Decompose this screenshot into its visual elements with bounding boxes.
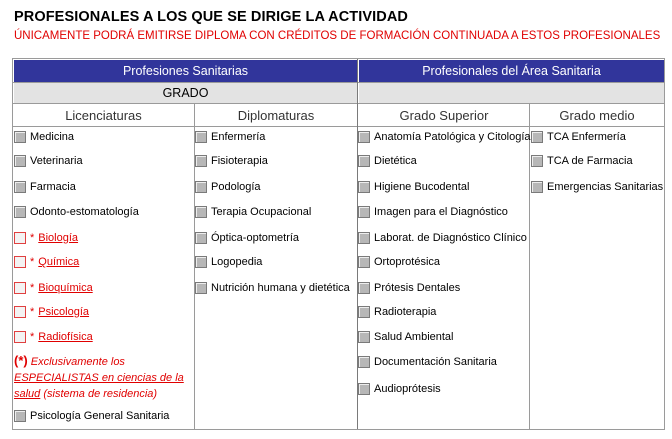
checkbox-veterinaria[interactable]: [14, 155, 83, 167]
checkbox-label[interactable]: Química: [38, 256, 80, 268]
checkbox-label: Psicología General Sanitaria: [30, 410, 170, 422]
checkbox-box[interactable]: [14, 181, 26, 193]
checkbox-box[interactable]: [14, 410, 26, 422]
col-licenciaturas: Licenciaturas: [65, 107, 142, 123]
col-grado-medio: Grado medio: [559, 107, 635, 123]
header-profesionales-area: Profesionales del Área Sanitaria: [359, 60, 664, 82]
checkbox-quimica[interactable]: [14, 256, 79, 268]
checkbox-box[interactable]: [14, 331, 26, 343]
checkbox-box[interactable]: [14, 131, 26, 143]
checkbox-protesis-dentales[interactable]: [358, 282, 460, 294]
checkbox-box[interactable]: [358, 155, 370, 167]
checkbox-tca-enfermeria[interactable]: [531, 131, 626, 143]
checkbox-odonto-estomatologia[interactable]: [14, 206, 139, 218]
checkbox-box[interactable]: [195, 256, 207, 268]
col-diplomaturas: Diplomaturas: [237, 107, 315, 123]
checkbox-label: Odonto-estomatología: [30, 206, 139, 218]
checkbox-logopedia[interactable]: [195, 256, 262, 268]
divider: [357, 59, 358, 429]
checkbox-box[interactable]: [358, 256, 370, 268]
checkbox-label: Óptica-optometría: [211, 232, 300, 244]
note-asterisk: (*): [14, 353, 28, 368]
note-text: Exclusivamente los: [30, 356, 125, 368]
checkbox-box[interactable]: [358, 331, 370, 343]
checkbox-enfermeria[interactable]: [195, 131, 265, 143]
checkbox-label: Veterinaria: [30, 155, 83, 167]
page-title: PROFESIONALES A LOS QUE SE DIRIGE LA ACTIVIDAD: [14, 9, 408, 25]
checkbox-label: TCA Enfermería: [547, 131, 626, 143]
checkbox-radioterapia[interactable]: [358, 306, 436, 318]
page-subtitle: ÚNICAMENTE PODRÁ EMITIRSE DIPLOMA CON CRÉDITOS DE FORMACIÓN CONTINUADA A ESTOS PROFESIONALES: [14, 30, 661, 42]
checkbox-psicologia[interactable]: [14, 306, 89, 318]
checkbox-box[interactable]: [14, 206, 26, 218]
specialists-note: [14, 353, 196, 402]
checkbox-biologia[interactable]: [14, 232, 78, 244]
checkbox-nutricion-humana[interactable]: [195, 282, 350, 294]
checkbox-label: Documentación Sanitaria: [374, 356, 497, 368]
checkbox-podologia[interactable]: [195, 181, 261, 193]
checkbox-terapia-ocupacional[interactable]: [195, 206, 311, 218]
checkbox-documentacion-sanitaria[interactable]: [358, 356, 497, 368]
divider: [529, 103, 530, 429]
grado-blank: [359, 83, 664, 103]
divider: [13, 82, 664, 83]
header-profesiones-sanitarias: Profesiones Sanitarias: [14, 60, 357, 82]
checkbox-box[interactable]: [531, 155, 543, 167]
checkbox-imagen-diagnostico[interactable]: [358, 206, 508, 218]
checkbox-label: Higiene Bucodental: [374, 181, 470, 193]
checkbox-label: Farmacia: [30, 181, 76, 193]
checkbox-box[interactable]: [358, 383, 370, 395]
checkbox-psicologia-general-sanitaria[interactable]: [14, 410, 169, 422]
checkbox-box[interactable]: [358, 232, 370, 244]
checkbox-label: TCA de Farmacia: [547, 155, 633, 167]
checkbox-higiene-bucodental[interactable]: [358, 181, 469, 193]
note-specialists: ESPECIALISTAS en ciencias de la salud: [14, 372, 184, 400]
checkbox-box[interactable]: [14, 155, 26, 167]
checkbox-label: Logopedia: [211, 256, 263, 268]
checkbox-label: Laborat. de Diagnóstico Clínico: [374, 232, 527, 244]
checkbox-label: Audioprótesis: [374, 383, 441, 395]
asterisk-mark: *: [30, 232, 35, 244]
checkbox-label: Fisioterapia: [211, 155, 268, 167]
checkbox-label[interactable]: Radiofísica: [38, 331, 93, 343]
checkbox-box[interactable]: [195, 232, 207, 244]
checkbox-box[interactable]: [358, 356, 370, 368]
checkbox-anatomia-patologica[interactable]: [358, 131, 531, 143]
divider: [13, 103, 664, 104]
checkbox-label: Salud Ambiental: [374, 331, 454, 343]
checkbox-box[interactable]: [14, 282, 26, 294]
checkbox-box[interactable]: [358, 306, 370, 318]
checkbox-dietetica[interactable]: [358, 155, 417, 167]
checkbox-box[interactable]: [195, 206, 207, 218]
checkbox-salud-ambiental[interactable]: [358, 331, 454, 343]
checkbox-label: Imagen para el Diagnóstico: [374, 206, 508, 218]
checkbox-label[interactable]: Biología: [38, 232, 79, 244]
checkbox-box[interactable]: [358, 181, 370, 193]
checkbox-label: Emergencias Sanitarias: [547, 181, 664, 193]
checkbox-label: Nutrición humana y dietética: [211, 282, 350, 294]
checkbox-box[interactable]: [531, 131, 543, 143]
checkbox-emergencias-sanitarias[interactable]: [531, 181, 663, 193]
checkbox-medicina[interactable]: [14, 131, 74, 143]
checkbox-box[interactable]: [358, 282, 370, 294]
col-grado-superior: Grado Superior: [399, 107, 489, 123]
checkbox-box[interactable]: [358, 131, 370, 143]
checkbox-label: Radioterapia: [374, 306, 437, 318]
checkbox-ortoprotesica[interactable]: [358, 256, 440, 268]
checkbox-box[interactable]: [195, 282, 207, 294]
checkbox-box[interactable]: [195, 131, 207, 143]
checkbox-box[interactable]: [195, 181, 207, 193]
checkbox-label: Enfermería: [211, 131, 266, 143]
asterisk-mark: *: [30, 256, 35, 268]
asterisk-mark: *: [30, 306, 35, 318]
divider: [13, 126, 664, 127]
checkbox-box[interactable]: [195, 155, 207, 167]
checkbox-fisioterapia[interactable]: [195, 155, 268, 167]
asterisk-mark: *: [30, 282, 35, 294]
checkbox-label: Terapia Ocupacional: [211, 206, 312, 218]
checkbox-box[interactable]: [531, 181, 543, 193]
checkbox-laboratorio-diagnostico[interactable]: [358, 232, 527, 244]
checkbox-tca-farmacia[interactable]: [531, 155, 633, 167]
checkbox-box[interactable]: [14, 232, 26, 244]
checkbox-box[interactable]: [14, 306, 26, 318]
checkbox-audioprotesis[interactable]: [358, 383, 441, 395]
checkbox-label: Dietética: [374, 155, 417, 167]
checkbox-radiofisica[interactable]: [14, 331, 93, 343]
checkbox-label: Medicina: [30, 131, 75, 143]
checkbox-optica-optometria[interactable]: [195, 232, 299, 244]
checkbox-farmacia[interactable]: [14, 181, 76, 193]
checkbox-label: Anatomía Patológica y Citología: [374, 131, 531, 143]
checkbox-label: Ortoprotésica: [374, 256, 441, 268]
checkbox-box[interactable]: [358, 206, 370, 218]
checkbox-label[interactable]: Bioquímica: [38, 282, 93, 294]
checkbox-label: Prótesis Dentales: [374, 282, 461, 294]
checkbox-label: Podología: [211, 181, 261, 193]
grado-label: GRADO: [14, 83, 357, 103]
checkbox-box[interactable]: [14, 256, 26, 268]
checkbox-label[interactable]: Psicología: [38, 306, 90, 318]
asterisk-mark: *: [30, 331, 35, 343]
note-residency: (sistema de residencia): [43, 388, 158, 400]
checkbox-bioquimica[interactable]: [14, 282, 93, 294]
